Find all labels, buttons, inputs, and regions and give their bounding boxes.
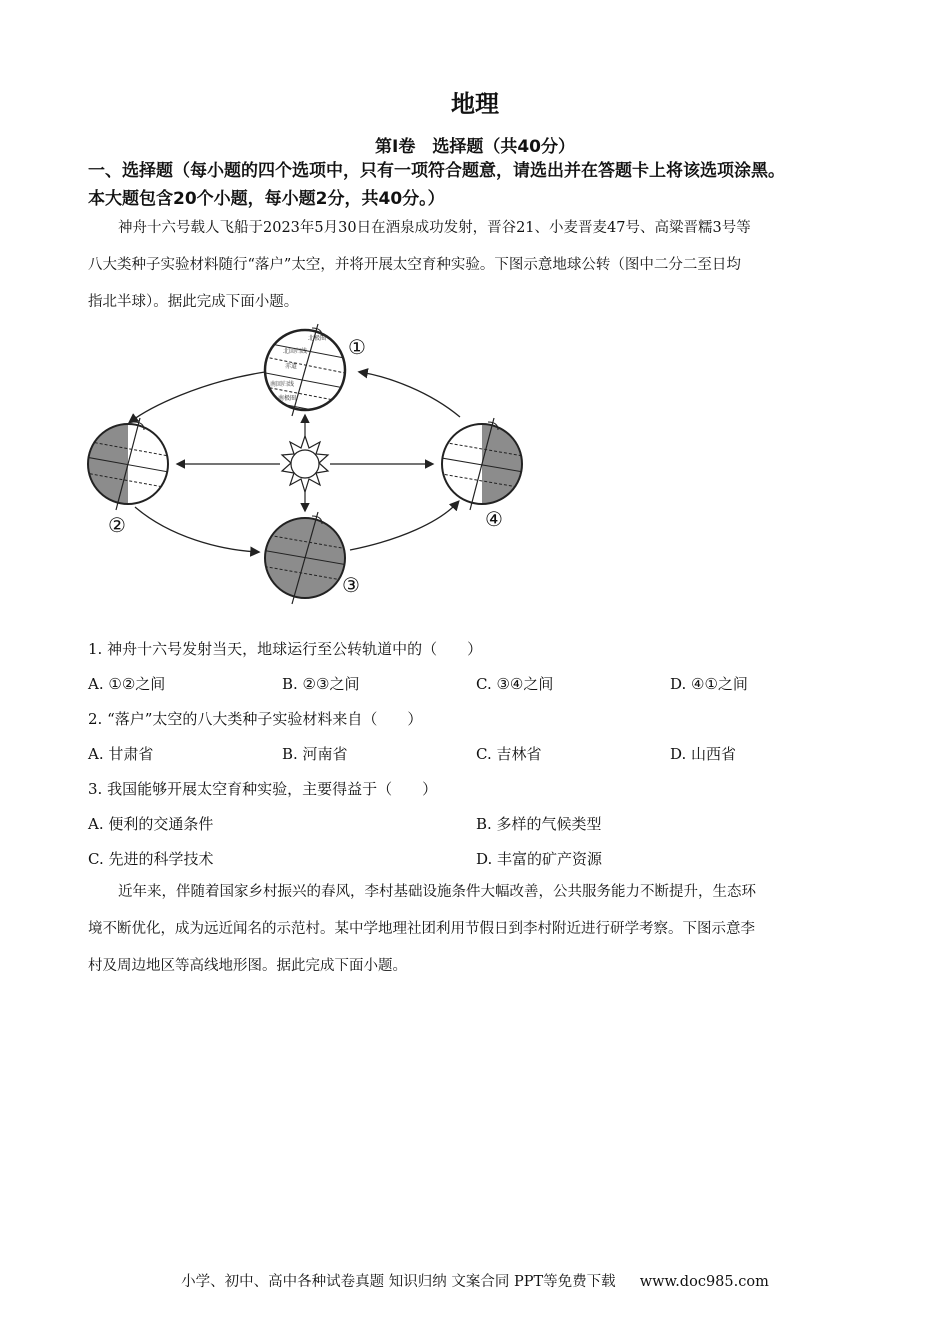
- position-label: ①: [348, 335, 366, 359]
- globe-label: 北极圈: [308, 335, 327, 342]
- question-2-option-d[interactable]: D. 山西省: [670, 745, 737, 763]
- footer-text: 小学、初中、高中各种试卷真题 知识归纳 文案合同 PPT等免费下载: [181, 1274, 616, 1290]
- question-1-option-c[interactable]: C. ③④之间: [476, 675, 554, 693]
- question-3-option-b[interactable]: B. 多样的气候类型: [476, 815, 602, 833]
- passage-2-line: 近年来，伴随着国家乡村振兴的春风，李村基础设施条件大幅改善，公共服务能力不断提升，生态环: [118, 884, 756, 900]
- question-3-option-d[interactable]: D. 丰富的矿产资源: [476, 850, 603, 868]
- question-2-option-b[interactable]: B. 河南省: [282, 745, 348, 763]
- question-2-option-c[interactable]: C. 吉林省: [476, 745, 542, 763]
- question-1-option-b[interactable]: B. ②③之间: [282, 675, 360, 693]
- instruction-line-1: 一、选择题（每小题的四个选项中，只有一项符合题意，请选出并在答题卡上将该选项涂黑。: [88, 161, 785, 181]
- orbit-arrow: [130, 372, 265, 422]
- question-3-option-c[interactable]: C. 先进的科学技术: [88, 850, 214, 868]
- footer-url[interactable]: www.doc985.com: [639, 1274, 769, 1290]
- question-3-stem: 3. 我国能够开展太空育种实验，主要得益于（ ）: [88, 780, 438, 798]
- page-title: 地理: [451, 90, 499, 118]
- globe-label: 赤道: [285, 363, 298, 370]
- position-label: ②: [108, 513, 126, 537]
- passage-1-line: 神舟十六号载人飞船于2023年5月30日在酒泉成功发射，晋谷21、小麦晋麦47号、高粱晋糯3号等: [118, 220, 751, 236]
- orbit-arrow: [360, 372, 460, 417]
- sun-icon: [282, 436, 328, 492]
- passage-1: [88, 210, 860, 321]
- orbit-arrow: [135, 507, 258, 552]
- globe-position-1: [250, 324, 366, 420]
- globe-label: 北回归线: [283, 348, 308, 355]
- globe-position-3: [250, 512, 365, 604]
- passage-1-line: 指北半球）。据此完成下面小题。: [88, 294, 299, 310]
- section-title: 第Ⅰ卷 选择题（共40分）: [375, 137, 575, 157]
- globe-position-2: [80, 418, 180, 537]
- globe-label: 南回归线: [270, 381, 295, 388]
- passage-2: [88, 874, 860, 985]
- instruction-line-2: 本大题包含20个小题，每小题2分，共40分。）: [88, 189, 445, 209]
- position-label: ③: [342, 573, 360, 597]
- position-label: ④: [485, 507, 503, 531]
- question-3-option-a[interactable]: A. 便利的交通条件: [88, 815, 214, 833]
- question-2-stem: 2. “落户”太空的八大类种子实验材料来自（ ）: [88, 710, 423, 728]
- globe-position-4: [430, 418, 535, 531]
- passage-2-line: 境不断优化，成为远近闻名的示范村。某中学地理社团利用节假日到李村附近进行研学考察。下图示意李: [88, 921, 755, 937]
- page-footer: [0, 1270, 950, 1291]
- passage-2-line: 村及周边地区等高线地形图。据此完成下面小题。: [88, 958, 407, 974]
- globe-label: 南极圈: [278, 395, 297, 402]
- question-1-stem: 1. 神舟十六号发射当天，地球运行至公转轨道中的（ ）: [88, 640, 483, 658]
- question-1-option-d[interactable]: D. ④①之间: [670, 675, 748, 693]
- passage-1-line: 八大类种子实验材料随行“落户”太空，并将开展太空育种实验。下图示意地球公转（图中二分二至日均: [88, 257, 741, 273]
- orbit-arrow: [350, 502, 458, 550]
- question-1-option-a[interactable]: A. ①②之间: [88, 675, 166, 693]
- earth-revolution-diagram: [80, 322, 540, 608]
- question-2-option-a[interactable]: A. 甘肃省: [88, 745, 154, 763]
